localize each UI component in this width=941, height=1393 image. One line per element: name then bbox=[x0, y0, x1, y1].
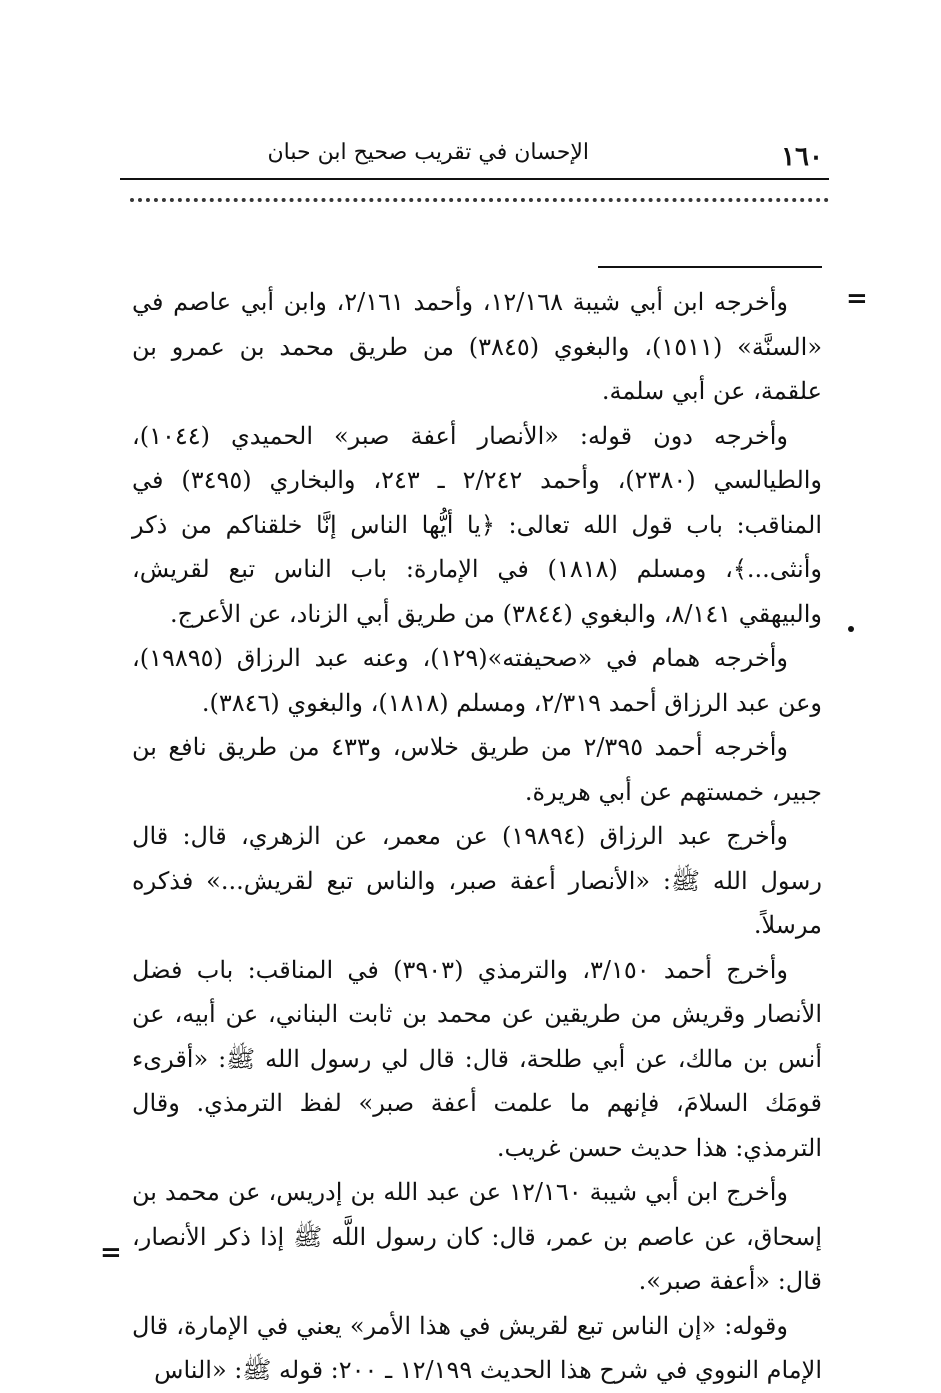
continuation-mark-top: = bbox=[846, 284, 868, 314]
footnote-paragraph: وأخرج عبد الرزاق (١٩٨٩٤) عن معمر، عن الزهري، قال: قال رسول الله ﷺ: «الأنصار أعفة صبر، والناس تبع لقريش...» فذكره مرسلاً. bbox=[132, 822, 822, 939]
footnote-paragraph: وأخرجه همام في «صحيفته»(١٢٩)، وعنه عبد الرزاق (١٩٨٩٥)، وعن عبد الرزاق أحمد ٢/٣١٩، ومسلم (١٨١٨)، والبغوي (٣٨٤٦). bbox=[132, 644, 822, 717]
continuation-mark-bottom: = bbox=[100, 1238, 122, 1268]
running-title: الإحسان في تقريب صحيح ابن حبان bbox=[267, 140, 589, 165]
footnote-body bbox=[132, 280, 822, 1393]
running-header bbox=[120, 138, 829, 180]
footnote-paragraph: وأخرجه دون قوله: «الأنصار أعفة صبر» الحميدي (١٠٤٤)، والطيالسي (٢٣٨٠)، وأحمد ٢/٢٤٢ ـ ٢٤٣، والبخاري (٣٤٩٥) في المناقب: باب قول الله تعالى: ﴿يا أيُّها الناس إنَّا خلقناكم من ذكر وأنثى...﴾، ومسلم (١٨١٨) في الإمارة: باب الناس تبع لقريش، والبيهقي ٨/١٤١، والبغوي (٣٨٤٤) من طريق أبي الزناد، عن الأعرج. bbox=[132, 421, 823, 628]
dotted-separator bbox=[130, 198, 829, 222]
footnote-paragraph: وأخرج أحمد ٣/١٥٠، والترمذي (٣٩٠٣) في المناقب: باب فضل الأنصار وقريش من طريقين عن محمد بن ثابت البناني، عن أبيه، عن أنس بن مالك، عن أبي طلحة، قال: قال لي رسول الله ﷺ: «أقرىء قومَك السلامَ، فإنهم ما علمت أعفة صبر» لفظ الترمذي. وقال الترمذي: هذا حديث حسن غريب. bbox=[132, 955, 822, 1162]
footnote-paragraph: وأخرج ابن أبي شيبة ١٢/١٦٠ عن عبد الله بن إدريس، عن محمد بن إسحاق، عن عاصم بن عمر، قال: كان رسول اللَّه ﷺ إذا ذكر الأنصار، قال: «أعفة صبر». bbox=[132, 1178, 822, 1295]
margin-dot bbox=[848, 626, 854, 632]
footnote-paragraph: وقوله: «إن الناس تبع لقريش في هذا الأمر» يعني في الإمارة، قال الإمام النووي في شرح هذا الحديث ١٢/١٩٩ ـ ٢٠٠: قوله ﷺ: «الناس bbox=[132, 1311, 822, 1384]
page-number: ١٦٠ bbox=[781, 142, 823, 172]
footnote-paragraph: وأخرجه ابن أبي شيبة ١٢/١٦٨، وأحمد ٢/١٦١، وابن أبي عاصم في «السنَّة» (١٥١١)، والبغوي (٣٨٤٥) من طريق محمد بن عمرو بن علقمة، عن أبي سلمة. bbox=[132, 288, 823, 405]
footnote-paragraph: وأخرجه أحمد ٢/٣٩٥ من طريق خلاس، و٤٣٣ من طريق نافع بن جبير، خمستهم عن أبي هريرة. bbox=[132, 733, 822, 806]
footnote-rule bbox=[598, 266, 822, 268]
